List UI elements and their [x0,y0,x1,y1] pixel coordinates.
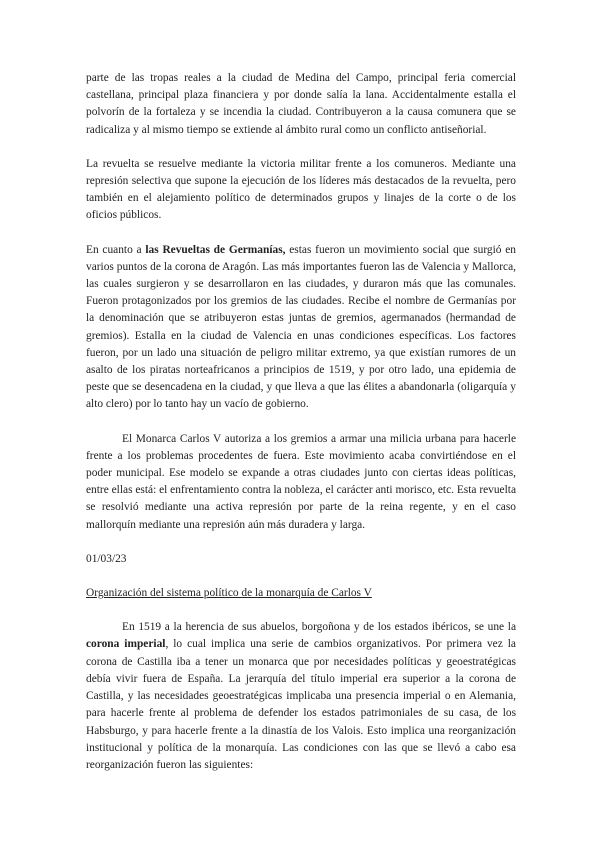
corona-intro: En 1519 a la herencia de sus abuelos, borgoñona y de los estados ibéricos, se une la [122,621,516,634]
paragraph-corona-imperial [86,619,516,774]
germanias-term: las Revueltas de Germanías, [145,243,286,256]
paragraph-carlos-v-gremios: El Monarca Carlos V autoriza a los gremios a armar una milicia urbana para hacerle frente a los problemas procedentes de fuera. Este movimiento acaba convirtiéndose en el poder municipal. Ese modelo se expande a otras ciudades junto con ciertas ideas políticas, entre ellas está: el enfrentamiento contra la nobleza, el carácter anti morisco, etc. Esta revuelta se resolvió mediante una activa represión por parte de la reina regente, y en el caso mallorquín mediante una represión aún más duradera y larga. [86,432,516,531]
section-heading: Organización del sistema político de la monarquía de Carlos V [86,587,372,600]
corona-body: , lo cual implica una serie de cambios organizativos. Por primera vez la corona de Castilla iba a tener un monarca que por necesidades políticas y geoestratégicas debía vivir fuera de España. La jerarquía del título imperial era superior a la corona de Castilla, y las necesidades geoestratégicas implicaba una presencia imperial o en Alemania, para hacerle frente al problema de defender los estados patrimoniales de su casa, de los Habsburgo, y para hacerle frente a la dinastía de los Valois. Esto implica una reorganización institucional y política de la monarquía. Las condiciones con las que se llevó a cabo esa reorganización fueron las siguientes: [86,638,516,771]
germanias-body: estas fueron un movimiento social que surgió en varios puntos de la corona de Aragón. Las más importantes fueron las de Valencia y Mallorca, las cuales surgieron y se desarrollaron en las ciudades, y duraron más que las comunales. Fueron protagonizados por los gremios de las ciudades. Recibe el nombre de Germanías por la denominación que se atribuyeron estas juntas de gremios, agermanados (hermandad de gremios). Estalla en la ciudad de Valencia en unas condiciones específicas. Los factores fueron, por un lado una situación de peligro militar extremo, ya que existían rumores de un asalto de los piratas norteafricanos a principios de 1519, y por otro lado, una epidemia de peste que se desencadena en la ciudad, y que lleva a que las élites a abandonarla (oligarquía y alto clero) por lo tanto hay un vacío de gobierno. [86,243,516,411]
germanias-intro: En cuanto a [86,243,146,256]
paragraph-germanias [86,242,516,414]
corona-term: corona imperial [86,638,166,651]
paragraph-medina-del-campo: parte de las tropas reales a la ciudad de Medina del Campo, principal feria comercial castellana, principal plaza financiera y por donde salía la lana. Accidentalmente estalla el polvorín de la fortaleza y se incendia la ciudad. Contribuyeron a la causa comunera que se radicaliza y al mismo tiempo se extiende al ámbito rural como un conflicto antiseñorial. [86,72,516,136]
paragraph-revuelta-resolucion: La revuelta se resuelve mediante la victoria militar frente a los comuneros. Mediante una represión selectiva que supone la ejecución de los líderes más destacados de la revuelta, pero también en el alejamiento político de determinados grupos y linajes de la corte o de los oficios públicos. [86,157,516,222]
date-entry: 01/03/23 [86,552,127,565]
